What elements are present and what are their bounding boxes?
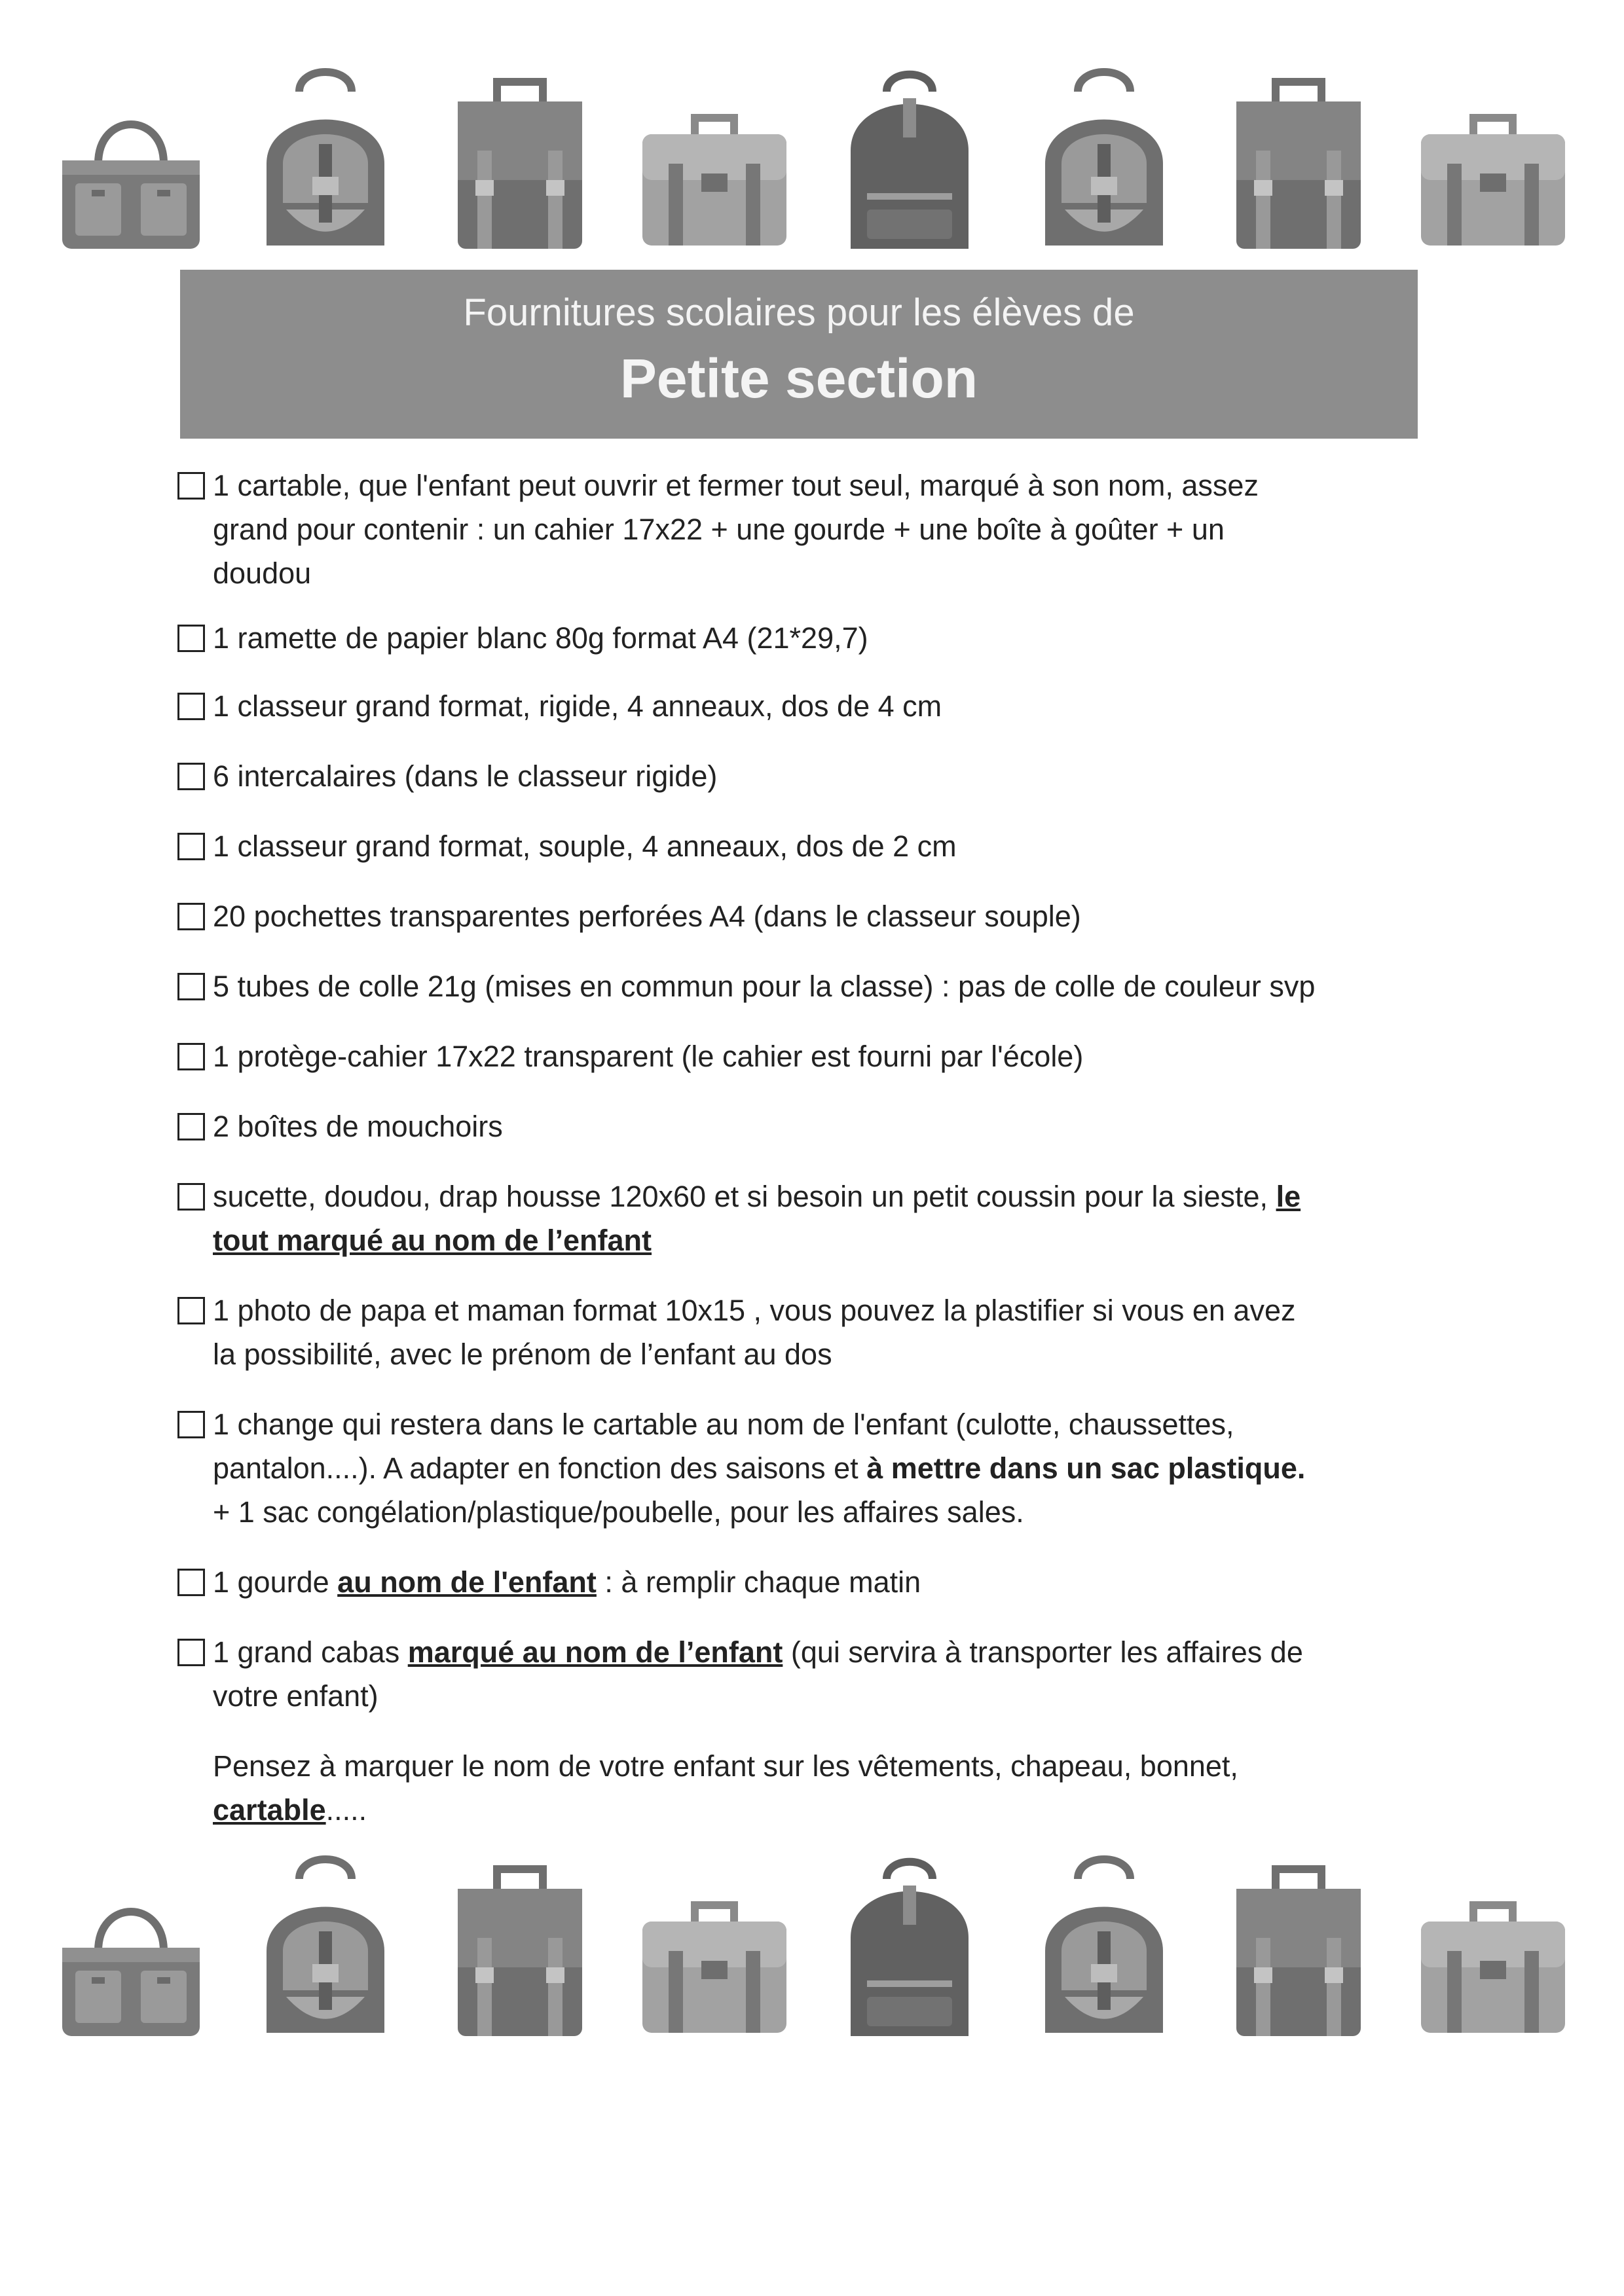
bag-row-bottom [52,1846,1572,2043]
banner-subtitle: Fournitures scolaires pour les élèves de [463,291,1135,334]
bag-row-top [52,59,1572,255]
item-text: 1 grand cabas [213,1635,400,1669]
item-text: 1 change qui restera dans le cartable au nom de l'enfant (culotte, chaussettes, [213,1408,1234,1441]
item-text: 1 ramette de papier blanc 80g format A4 (21*29,7) [213,621,868,655]
item-emphasis: au nom de l'enfant [337,1565,597,1599]
item-text: doudou [213,556,312,590]
item-text: grand pour contenir : un cahier 17x22 + une gourde + une boîte à goûter + un [213,513,1225,546]
list-item [174,824,1405,868]
checkbox[interactable] [177,833,205,860]
item-text: + 1 sac congélation/plastique/poubelle, pour les affaires sales. [213,1495,1024,1529]
satchel-icon [1220,65,1377,255]
reminder-note [174,1744,1405,1832]
briefcase-icon [1414,1853,1572,2043]
list-item [174,684,1405,728]
checkbox[interactable] [177,472,205,500]
page-title: Petite section [619,348,978,409]
note-emphasis: cartable [213,1793,326,1827]
list-item [174,754,1405,798]
supply-checklist [174,464,1405,1832]
checkbox[interactable] [177,1639,205,1666]
checkbox[interactable] [177,1411,205,1438]
item-emphasis: tout marqué au nom de l’enfant [213,1224,652,1257]
list-item [174,1175,1405,1262]
item-text: (qui servira à transporter les affaires de [783,1635,1303,1669]
note-text: Pensez à marquer le nom de votre enfant sur les vêtements, chapeau, bonnet, [213,1749,1238,1783]
list-item [174,964,1405,1008]
list-item [174,1288,1405,1376]
item-text: : à remplir chaque matin [596,1565,921,1599]
checkbox[interactable] [177,693,205,720]
checkbox[interactable] [177,1569,205,1596]
handbag-icon [52,1853,210,2043]
list-item [174,1034,1405,1078]
backpack-icon [1025,1853,1183,2043]
checkbox[interactable] [177,1113,205,1140]
item-text: 1 photo de papa et maman format 10x15 , vous pouvez la plastifier si vous en avez [213,1294,1296,1327]
item-emphasis: marqué au nom de l’enfant [407,1635,783,1669]
checkbox[interactable] [177,973,205,1000]
backpack-icon [247,1853,404,2043]
list-item [174,1560,1405,1604]
item-text: 20 pochettes transparentes perforées A4 (dans le classeur souple) [213,900,1081,933]
backpack-icon [247,65,404,255]
item-emphasis: le [1276,1180,1301,1213]
checkbox[interactable] [177,625,205,652]
item-text: 6 intercalaires (dans le classeur rigide) [213,759,718,793]
item-text: 1 classeur grand format, souple, 4 anneaux, dos de 2 cm [213,829,957,863]
briefcase-icon [636,1853,793,2043]
checkbox[interactable] [177,763,205,790]
item-text: 1 protège-cahier 17x22 transparent (le cahier est fourni par l'école) [213,1040,1084,1073]
briefcase-icon [636,65,793,255]
item-text: 5 tubes de colle 21g (mises en commun pour la classe) : pas de colle de couleur svp [213,970,1316,1003]
item-text: la possibilité, avec le prénom de l’enfant au dos [213,1338,832,1371]
title-banner [180,270,1418,439]
item-emphasis: à mettre dans un sac plastique. [866,1451,1306,1485]
list-item [174,1630,1405,1718]
satchel-icon [441,65,599,255]
satchel-icon [441,1853,599,2043]
list-item [174,894,1405,938]
item-text: 1 classeur grand format, rigide, 4 anneaux, dos de 4 cm [213,689,942,723]
item-text: 1 cartable, que l'enfant peut ouvrir et fermer tout seul, marqué à son nom, assez [213,469,1259,502]
handbag-icon [52,65,210,255]
item-text: pantalon....). A adapter en fonction des saisons et [213,1451,858,1485]
zip-backpack-icon [831,65,988,255]
list-item [174,616,1405,660]
checkbox[interactable] [177,903,205,930]
item-text: 1 gourde [213,1565,329,1599]
item-text: 2 boîtes de mouchoirs [213,1110,503,1143]
briefcase-icon [1414,65,1572,255]
list-item [174,464,1405,595]
note-text: ..... [325,1793,367,1827]
satchel-icon [1220,1853,1377,2043]
backpack-icon [1025,65,1183,255]
zip-backpack-icon [831,1853,988,2043]
item-text: sucette, doudou, drap housse 120x60 et si besoin un petit coussin pour la sieste, [213,1180,1268,1213]
checkbox[interactable] [177,1043,205,1070]
item-text: votre enfant) [213,1679,378,1713]
list-item [174,1104,1405,1148]
list-item [174,1402,1405,1534]
checkbox[interactable] [177,1183,205,1211]
checkbox[interactable] [177,1297,205,1324]
